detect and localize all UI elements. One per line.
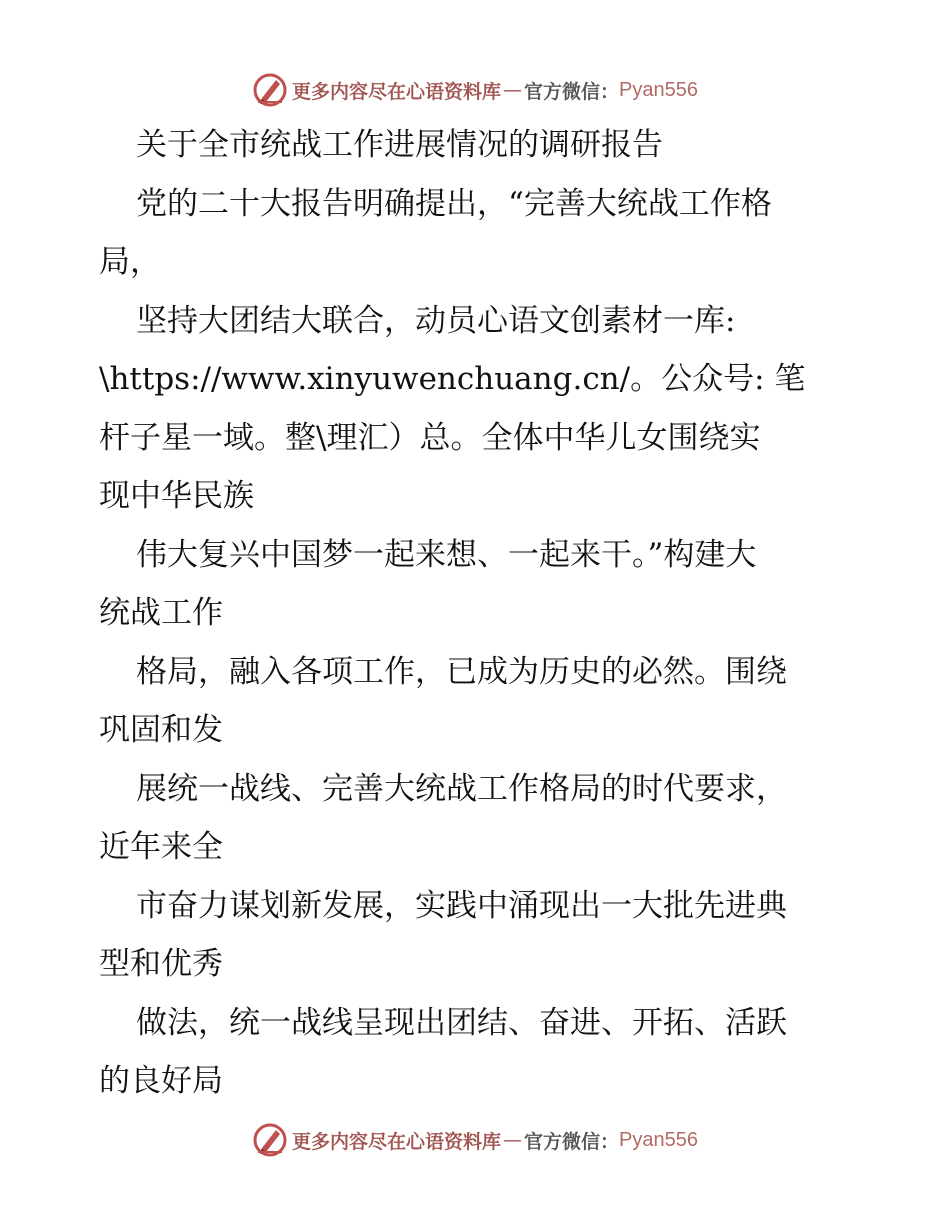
text-line: 坚持大团结大联合，动员心语文创素材一库:	[136, 302, 736, 339]
text-line: 做法，统一战线呈现出团结、奋进、开拓、活跃	[136, 1004, 787, 1041]
text-line: 近年来全	[99, 829, 223, 865]
footer-banner	[0, 1120, 950, 1160]
banner-wechat-id: Pyan556	[619, 1128, 698, 1151]
banner-main-text: 更多内容尽在心语资料库	[292, 1130, 502, 1153]
text-line: 杆子星一域。整\理汇）总。全体中华儿女围绕实	[99, 419, 761, 456]
document-body	[99, 116, 859, 1111]
banner-main-text: 更多内容尽在心语资料库	[292, 80, 502, 103]
text-line: 巩固和发	[99, 712, 223, 748]
text-line: 市奋力谋划新发展，实践中涌现出一大批先进典	[136, 887, 787, 924]
header-banner	[0, 70, 950, 110]
pen-logo-icon	[252, 72, 288, 108]
text-line: 格局，融入各项工作，已成为历史的必然。围绕	[136, 653, 787, 690]
banner-dash: —	[503, 79, 523, 101]
banner-wechat-label: 官方微信：	[524, 80, 620, 103]
text-line: 统战工作	[99, 595, 223, 631]
banner-wechat-id: Pyan556	[619, 78, 698, 101]
banner-dash: —	[503, 1129, 523, 1151]
pen-logo-icon	[252, 1122, 288, 1158]
document-title: 关于全市统战工作进展情况的调研报告	[136, 127, 663, 163]
text-line: 展统一战线、完善大统战工作格局的时代要求，	[136, 770, 787, 807]
text-line: 党的二十大报告明确提出，“完善大统战工作格	[136, 185, 772, 222]
text-line: 局，	[99, 244, 161, 280]
text-line: 的良好局	[99, 1063, 223, 1099]
text-line: 现中华民族	[99, 478, 254, 514]
text-line: \https://www.xinyuwenchuang.cn/。公众号: 笔	[99, 361, 806, 397]
text-line: 伟大复兴中国梦一起来想、一起来干。”构建大	[136, 536, 757, 573]
banner-wechat-label: 官方微信：	[524, 1130, 620, 1153]
text-line: 型和优秀	[99, 946, 223, 982]
